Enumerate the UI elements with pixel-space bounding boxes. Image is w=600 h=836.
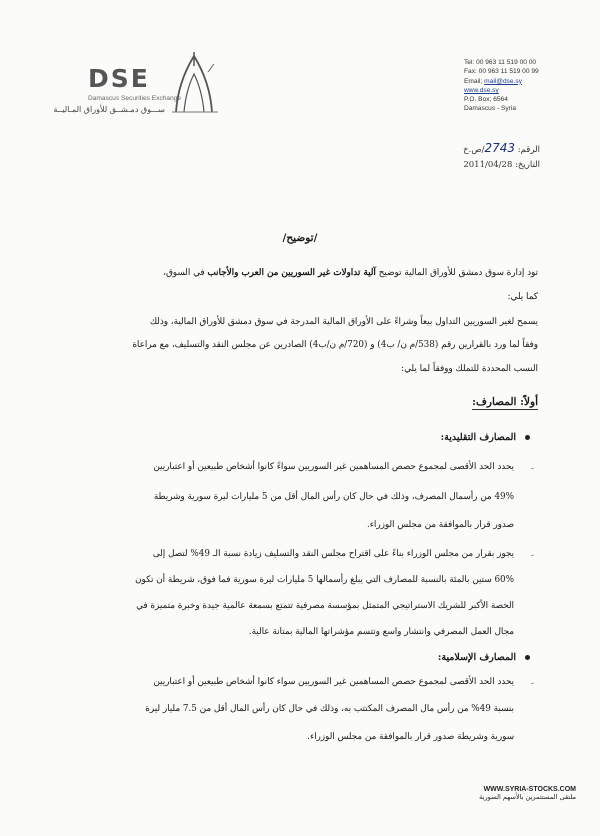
- intro-paragraph-line: النسب المحددة للتملك ووفقاً لما يلي:: [401, 364, 538, 374]
- reference-number: [463, 140, 540, 157]
- conventional-para2-line: مجال العمل المصرفي وانتشار واسع وتتسم مؤشراتها المالية بمتانة عالية.: [248, 627, 514, 637]
- dse-logo: [40, 62, 220, 132]
- conventional-para1-line: صدور قرار بالموافقة من مجلس الوزراء.: [366, 520, 514, 530]
- contact-city: Damascus - Syria: [464, 105, 517, 113]
- reference-number-suffix: /ص.خ: [463, 145, 485, 155]
- conventional-para2-line: الحصة الأكبر للشريك الاستراتيجي المتمثل بمؤسسة مصرفية تتمتع بسمعة عالمية جيدة وخبرة متميزة في: [136, 601, 514, 611]
- conventional-para2-line: يجوز بقرار من مجلس الوزراء بناءً على اقتراح مجلس النقد والتسليف زيادة نسبة الـ 49% لتصل إلى: [152, 549, 514, 559]
- reference-number-value: 2743: [484, 141, 516, 155]
- conventional-para2-line: 60% ستين بالمئة بالنسبة للمصارف التي يبلغ رأسمالها 5 مليارات ليرة سورية فما فوق، شريطة أن تكون: [135, 575, 514, 585]
- logo-english-name: Damascus Securities Exchange: [88, 95, 182, 102]
- footer-website: WWW.SYRIA-STOCKS.COM: [483, 786, 576, 793]
- reference-block: [463, 140, 540, 174]
- intro-paragraph-line: وفقاً لما ورد بالقرارين رقم (538/م ن/ ب4) و (720/م ن/ب4) الصادرين عن مجلس النقد والتسليف، مع مراعاة: [132, 340, 538, 350]
- intro-line-1-bold: آلية تداولات غير السوريين من العرب والأجانب: [207, 268, 376, 278]
- conventional-banks-title: [441, 432, 530, 443]
- intro-paragraph-line: يسمح لغير السوريين التداول بيعاً وشراءً على الأوراق المالية المدرجة في سوق دمشق للأوراق المالية، وذلك: [149, 317, 538, 327]
- logo-arabic-name: ســـوق دمـشــق للأوراق المـاليــة: [53, 105, 165, 114]
- reference-date: [463, 157, 540, 174]
- intro-line-2: كما يلي:: [507, 292, 538, 302]
- islamic-para1-line: يحدد الحد الأقصى لمجموع حصص المساهمين غير السوريين سواء كانوا أشخاص طبيعين أو اعتباريين: [153, 677, 514, 687]
- islamic-para1-line: بنسبة 49% من رأس مال المصرف المكتتب به، وذلك في حال كان رأس المال أقل من 7.5 مليار ليرة: [145, 704, 514, 714]
- intro-line-1: [163, 268, 538, 278]
- intro-line-1-end: في السوق،: [163, 268, 208, 278]
- conventional-para1-line: 49% من رأسمال المصرف، وذلك في حال كان رأس المال أقل من 5 مليارات ليرة سورية وشريطة: [153, 492, 514, 502]
- contact-website-link[interactable]: www.dse.sy: [464, 86, 499, 94]
- dash-icon: -: [531, 679, 534, 689]
- dash-icon: -: [531, 464, 534, 474]
- logo-arch-icon: [172, 52, 218, 114]
- islamic-banks-title: [438, 652, 530, 663]
- footer-tagline: ملتقى المستثمرين بالأسهم السورية: [479, 793, 576, 801]
- intro-line-1-start: تود إدارة سوق دمشق للأوراق المالية توضيح: [375, 268, 538, 278]
- dash-icon: -: [531, 551, 534, 561]
- contact-email-label: Email;: [464, 77, 485, 85]
- contact-block: [464, 58, 594, 114]
- islamic-banks-title-text: المصارف الإسلامية:: [437, 652, 516, 663]
- reference-date-label: التاريخ:: [515, 160, 540, 170]
- reference-number-label: الرقم:: [517, 145, 540, 155]
- conventional-para1-line: يحدد الحد الأقصى لمجموع حصص المساهمين غير السوريين سواءً كانوا أشخاص طبيعين أو اعتباريين: [153, 462, 514, 472]
- bullet-icon: [525, 655, 530, 660]
- logo-abbreviation: DSE: [88, 64, 150, 93]
- document-heading: /توضيح/: [282, 232, 318, 244]
- reference-date-value: 2011/04/28: [463, 160, 513, 170]
- contact-tel: Tel: 00 963 11 519 00 00: [464, 59, 537, 66]
- contact-fax: Fax: 00 963 11 519 00 99: [464, 68, 539, 76]
- islamic-para1-line: سورية وشريطة صدور قرار بالموافقة من مجلس الوزراء.: [307, 732, 514, 742]
- contact-email-link[interactable]: mail@dse.sy: [484, 77, 522, 85]
- contact-po-box: P.O. Box; 6564: [464, 96, 508, 104]
- bullet-icon: [525, 435, 530, 440]
- contact-email: [464, 77, 594, 86]
- conventional-banks-title-text: المصارف التقليدية:: [440, 432, 516, 443]
- section-title-banks: أولاً: المصارف:: [472, 396, 538, 408]
- footer-watermark: [479, 786, 576, 801]
